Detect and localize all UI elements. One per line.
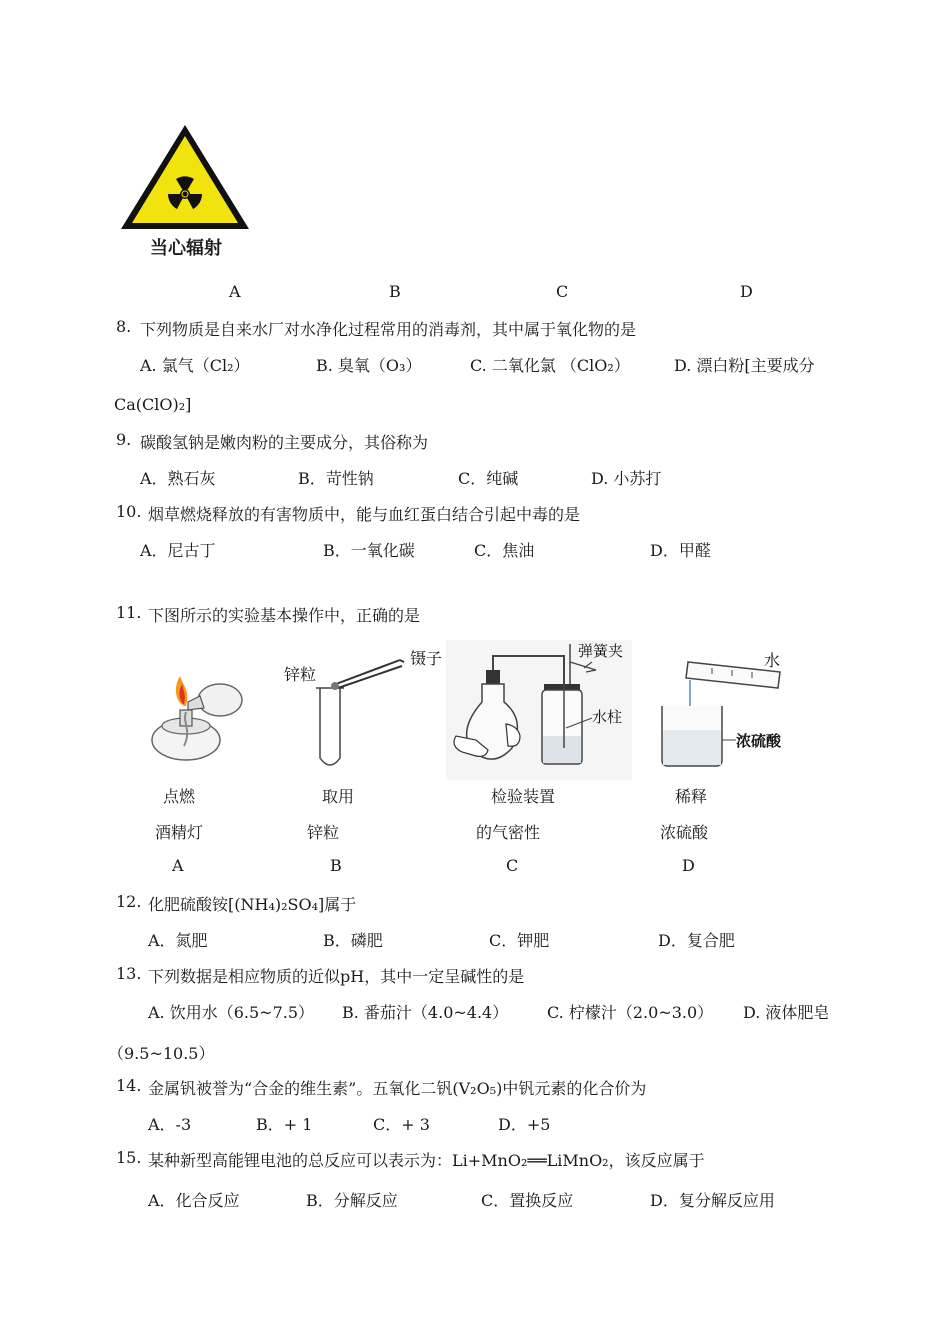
fig-b-caption-2: 锌粒	[307, 823, 340, 842]
q9-option-b: B．苛性钠	[298, 469, 374, 488]
hazard-caption: 当心辐射	[150, 238, 222, 259]
q12-option-d: D．复合肥	[658, 931, 735, 950]
q15-option-c: C．置换反应	[481, 1191, 574, 1210]
q14-option-a: A．-3	[148, 1115, 192, 1134]
fig-d-caption-1: 稀释	[675, 787, 708, 806]
q7-option-letter-d: D	[740, 282, 753, 301]
q9-number: 9.	[116, 430, 132, 449]
q7-option-letter-b: B	[389, 282, 401, 301]
figure-dilute-sulfuric-acid	[652, 648, 802, 770]
fig-c-letter: C	[506, 856, 519, 875]
q15-option-a: A．化合反应	[148, 1191, 240, 1210]
q8-number: 8.	[116, 317, 132, 336]
q10-option-a: A．尼古丁	[140, 541, 216, 560]
q9-option-a: A．熟石灰	[140, 469, 216, 488]
q10-number: 10.	[116, 502, 142, 521]
radiation-warning-sign	[118, 122, 252, 262]
q13-option-a: A. 饮用水（6.5~7.5）	[148, 1003, 315, 1022]
label-water-column: 水柱	[592, 708, 623, 726]
q9-option-d: D. 小苏打	[591, 469, 662, 488]
fig-c-caption-1: 检验装置	[491, 787, 556, 806]
fig-c-caption-2: 的气密性	[476, 823, 541, 842]
q15-number: 15.	[116, 1148, 142, 1167]
q12-option-b: B．磷肥	[323, 931, 383, 950]
q12-option-c: C．钾肥	[489, 931, 550, 950]
label-tweezers: 镊子	[410, 649, 443, 668]
q9-stem: 碳酸氢钠是嫩肉粉的主要成分，其俗称为	[140, 433, 429, 452]
q13-option-c: C. 柠檬汁（2.0~3.0）	[547, 1003, 714, 1022]
fig-d-caption-2: 浓硫酸	[660, 823, 709, 842]
q8-option-d: D. 漂白粉[主要成分	[674, 356, 815, 375]
q8-stem: 下列物质是自来水厂对水净化过程常用的消毒剂，其中属于氧化物的是	[140, 320, 637, 339]
q8-option-a: A. 氯气（Cl₂）	[140, 356, 250, 375]
label-spring-clip: 弹簧夹	[578, 642, 624, 660]
q10-stem: 烟草燃烧释放的有害物质中，能与血红蛋白结合引起中毒的是	[148, 505, 581, 524]
label-concentrated-acid: 浓硫酸	[736, 732, 782, 750]
q11-stem: 下图所示的实验基本操作中，正确的是	[148, 606, 421, 625]
q8-continuation: Ca(ClO)₂]	[114, 395, 192, 414]
figure-alcohol-lamp	[144, 660, 250, 770]
q10-option-b: B．一氧化碳	[323, 541, 415, 560]
q12-stem: 化肥硫酸铵[(NH₄)₂SO₄]属于	[148, 895, 357, 914]
fig-d-letter: D	[682, 856, 695, 875]
q12-number: 12.	[116, 892, 142, 911]
figure-airtightness-apparatus	[446, 640, 632, 780]
q15-option-d: D．复分解反应用	[650, 1191, 775, 1210]
fig-b-caption-1: 取用	[322, 787, 355, 806]
q14-number: 14.	[116, 1076, 142, 1095]
q11-number: 11.	[116, 603, 142, 622]
fig-a-caption-2: 酒精灯	[155, 823, 204, 842]
fig-a-letter: A	[172, 856, 184, 875]
q14-option-c: C．+ 3	[373, 1115, 430, 1134]
q10-option-c: C．焦油	[474, 541, 535, 560]
figure-zinc-tweezers	[282, 640, 452, 770]
label-water: 水	[764, 651, 781, 670]
q10-option-d: D．甲醛	[650, 541, 711, 560]
q14-option-d: D．+5	[498, 1115, 551, 1134]
q14-stem: 金属钒被誉为“合金的维生素”。五氧化二钒(V₂O₅)中钒元素的化合价为	[148, 1079, 647, 1098]
q8-option-c: C. 二氧化氯 （ClO₂）	[470, 356, 630, 375]
q13-number: 13.	[116, 964, 142, 983]
fig-a-caption-1: 点燃	[163, 787, 196, 806]
label-zinc: 锌粒	[284, 665, 317, 684]
radiation-warning-icon	[118, 122, 252, 232]
q14-option-b: B．+ 1	[256, 1115, 313, 1134]
q15-option-b: B．分解反应	[306, 1191, 398, 1210]
q15-stem: 某种新型高能锂电池的总反应可以表示为：Li+MnO₂══LiMnO₂，该反应属于	[148, 1151, 705, 1170]
q13-stem: 下列数据是相应物质的近似pH，其中一定呈碱性的是	[148, 967, 525, 986]
q7-option-letter-a: A	[229, 282, 241, 301]
q9-option-c: C．纯碱	[458, 469, 519, 488]
q13-option-d: D. 液体肥皂	[743, 1003, 830, 1022]
q13-option-b: B. 番茄汁（4.0~4.4）	[342, 1003, 509, 1022]
fig-b-letter: B	[330, 856, 342, 875]
q7-option-letter-c: C	[556, 282, 569, 301]
q8-option-b: B. 臭氧（O₃）	[316, 356, 422, 375]
q12-option-a: A．氮肥	[148, 931, 208, 950]
q13-continuation: （9.5~10.5）	[108, 1044, 215, 1063]
